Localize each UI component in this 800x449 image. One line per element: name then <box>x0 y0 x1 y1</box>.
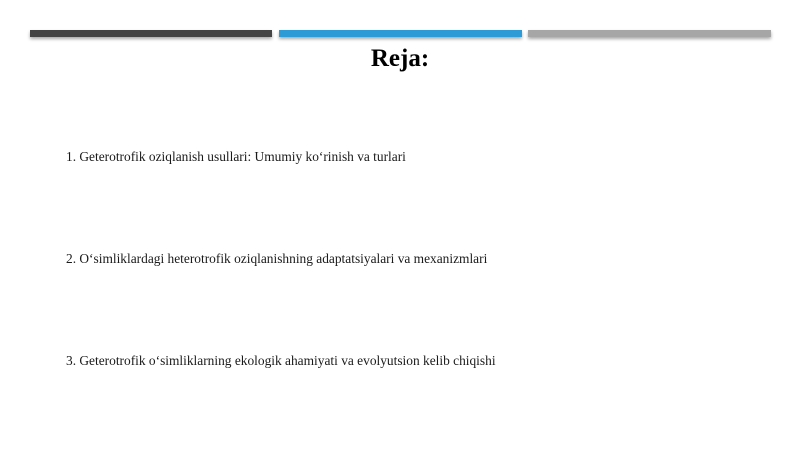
slide-title: Reja: <box>370 45 430 72</box>
accent-bar-dark <box>30 30 272 37</box>
plan-item-1: 1. Geterotrofik oziqlanish usullari: Umumiy ko‘rinish va turlari <box>66 149 406 164</box>
plan-item-3: 3. Geterotrofik o‘simliklarning ekologik ahamiyati va evolyutsion kelib chiqishi <box>66 353 496 368</box>
accent-bar-blue <box>279 30 522 37</box>
accent-bar-gray <box>528 30 771 37</box>
header-accent-bars <box>30 30 771 38</box>
plan-item-2: 2. O‘simliklardagi heterotrofik oziqlanishning adaptatsiyalari va mexanizmlari <box>66 251 488 266</box>
